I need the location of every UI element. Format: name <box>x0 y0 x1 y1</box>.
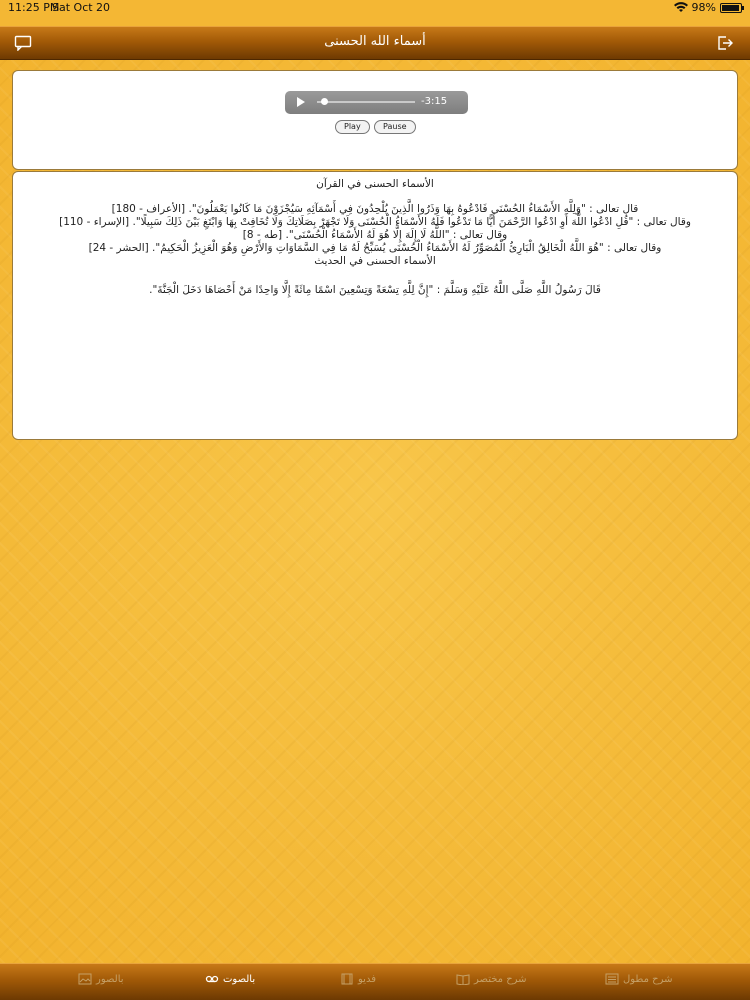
section-heading: الأسماء الحسنى في القرآن <box>316 178 434 190</box>
verse-line: قال تعالى : "وَلِلَّهِ الأَسْمَاءُ الحُسْنَى فَادْعُوهُ بِهَا وَذَرُوا الَّذِينَ يُلْحِدُونَ فِي أَسْمَآئِهِ سَيُجْزَوْنَ مَا كَانُوا يَعْمَلُونَ". [الأعراف - 180] <box>111 203 639 215</box>
status-right <box>674 1 742 14</box>
verse-line: وقال تعالى : "هُوَ اللَّهُ الْخَالِقُ الْبَارِئُ الْمُصَوِّرُ لَهُ الأَسْمَاءُ الْحُسْنَى يُسَبِّحُ لَهُ مَا فِي السَّمَاوَاتِ وَالأَرْضِ وَهُوَ الْعَزِيزُ الْحَكِيمُ". [الحشر - 24] <box>88 242 662 254</box>
cassette-icon <box>205 973 219 985</box>
image-icon <box>78 973 92 985</box>
audio-progress-track[interactable] <box>317 101 415 103</box>
play-icon[interactable] <box>297 97 305 107</box>
page-title: أسماء الله الحسنى <box>324 34 426 49</box>
battery-percent: 98% <box>691 1 716 14</box>
status-date: Sat Oct 20 <box>52 1 111 14</box>
book-icon <box>456 973 470 985</box>
verse-line: وقال تعالى : "اللَّهُ لَا إِلَهَ إِلَّا هُوَ لَهُ الأَسْمَاءُ الْحُسْنَى". [طه - 8] <box>242 229 508 241</box>
tab-label: بالصوت <box>223 973 256 985</box>
exit-icon[interactable] <box>716 34 734 52</box>
verse-line: وقال تعالى : "قُلِ ادْعُوا اللَّهَ أَوِ ادْعُوا الرَّحْمَنَ أَيًّا مَا تَدْعُوا فَلَهُ الأَسْمَاءُ الْحُسْنَى وَلَا تَجْهَرْ بِصَلَاتِكَ وَلَا تُخَافِتْ بِهَا وَابْتَغِ بَيْنَ ذَلِكَ سَبِيلًا". [الإسراء - 110] <box>59 216 691 228</box>
audio-progress-knob[interactable] <box>321 98 328 105</box>
status-bar <box>0 0 750 26</box>
tab-long-explanation[interactable] <box>605 973 673 985</box>
time-remaining: -3:15 <box>421 96 448 107</box>
nav-bar <box>0 26 750 60</box>
tab-video[interactable] <box>340 973 376 985</box>
tab-short-explanation[interactable] <box>456 973 527 985</box>
tab-label: فديو <box>358 973 376 985</box>
audio-panel <box>12 70 738 170</box>
text-panel <box>12 171 738 440</box>
spacer <box>13 268 737 284</box>
tab-bar <box>0 963 750 1000</box>
list-icon <box>605 973 619 985</box>
hadith-line: قَالَ رَسُولُ اللَّهِ صَلَّى اللَّهُ عَلَيْهِ وَسَلَّمَ : "إِنَّ لِلَّهِ تِسْعَةً وَتِسْعِينَ اسْمًا مِائَةً إِلَّا وَاحِدًا مَنْ أَحْصَاهَا دَخَلَ الْجَنَّةَ". <box>149 284 601 296</box>
audio-player <box>285 91 468 114</box>
pause-button[interactable]: Pause <box>374 120 416 134</box>
section-heading: الأسماء الحسنى في الحديث <box>314 255 436 267</box>
film-icon <box>340 973 354 985</box>
status-time: 11:25 PM <box>8 1 60 14</box>
wifi-icon <box>674 2 688 13</box>
battery-icon <box>720 3 742 13</box>
tab-label: شرح مطول <box>623 973 673 985</box>
tab-audio[interactable] <box>205 973 255 985</box>
play-button[interactable]: Play <box>335 120 370 134</box>
text-body <box>13 178 737 297</box>
tab-label: شرح مختصر <box>474 973 527 985</box>
tab-label: بالصور <box>96 973 124 985</box>
tab-images[interactable] <box>78 973 124 985</box>
